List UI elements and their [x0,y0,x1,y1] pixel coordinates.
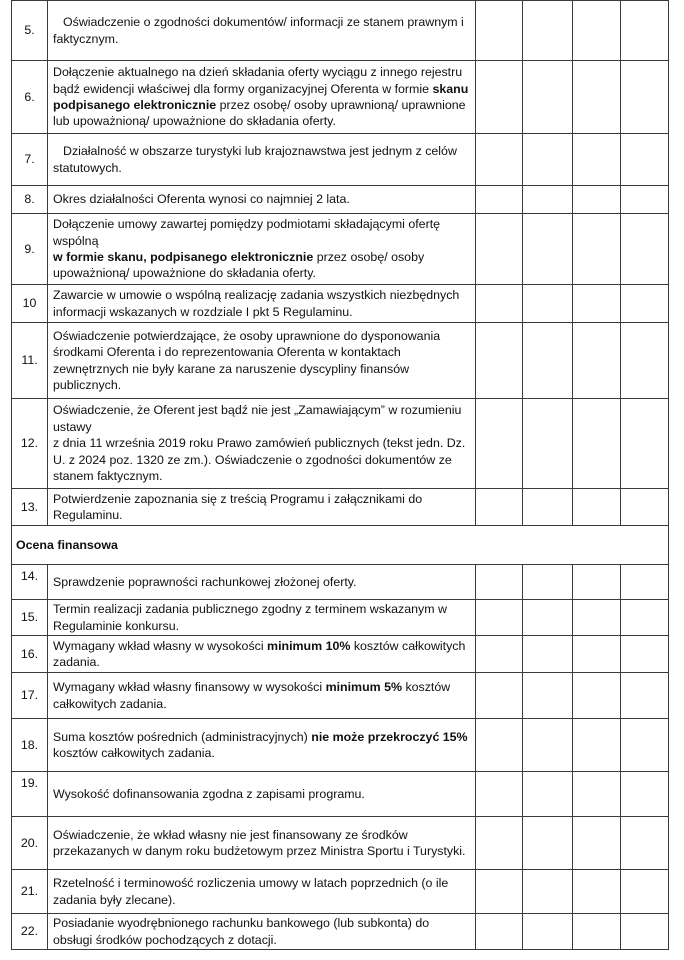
table-row [12,636,669,673]
assessment-cell[interactable] [573,1,621,61]
table-row [12,134,669,186]
evaluation-table [11,0,669,950]
assessment-cell[interactable] [621,214,669,285]
text-segment: Dołączenie aktualnego na dzień składania oferty wyciągu z innego rejestru bądź ewidencji właściwej dla formy organizacyjnej Oferenta w formie [53,65,463,96]
assessment-cell[interactable] [476,870,523,914]
text-segment: Wymagany wkład własny finansowy w wysokości [53,680,326,695]
table-row [12,817,669,870]
assessment-cell[interactable] [573,186,621,214]
row-criterion-text [48,870,476,914]
row-number: 9. [12,214,48,285]
assessment-cell[interactable] [621,636,669,673]
criterion-text [53,786,471,802]
assessment-cell[interactable] [523,914,573,950]
text-segment: Sprawdzenie poprawności rachunkowej złożonej oferty. [53,574,357,589]
criterion-text [53,216,471,282]
table-row [12,914,669,950]
text-segment: kosztów całkowitych zadania. [53,680,451,711]
assessment-cell[interactable] [621,719,669,772]
assessment-cell[interactable] [523,489,573,526]
row-number: 17. [12,673,48,719]
assessment-cell[interactable] [476,914,523,950]
criterion-text [53,827,471,860]
assessment-cell[interactable] [476,323,523,399]
assessment-cell[interactable] [621,772,669,817]
row-criterion-text [48,817,476,870]
table-row [12,772,669,817]
criterion-text [53,875,471,908]
criterion-text [53,287,471,320]
row-criterion-text [48,61,476,134]
assessment-cell[interactable] [523,134,573,186]
assessment-cell[interactable] [621,134,669,186]
assessment-cell[interactable] [476,719,523,772]
table-row [12,323,669,399]
row-criterion-text [48,186,476,214]
text-segment: Oświadczenie, że wkład własny nie jest finansowany ze środków przekazanych w danym roku budżetowym przez Ministra Sportu i Turystyki. [53,827,466,858]
assessment-cell[interactable] [476,636,523,673]
assessment-cell[interactable] [476,600,523,636]
assessment-cell[interactable] [476,186,523,214]
text-segment: Oświadczenie o zgodności dokumentów/ informacji ze stanem prawnym i faktycznym. [53,15,464,46]
assessment-cell[interactable] [621,399,669,489]
row-criterion-text [48,914,476,950]
assessment-cell[interactable] [621,61,669,134]
text-segment: przez osobę/ osoby uprawnioną/ uprawnione lub upoważnioną/ upoważnione do składania oferty. [53,98,466,129]
assessment-cell[interactable] [621,285,669,323]
assessment-cell[interactable] [476,61,523,134]
assessment-cell[interactable] [621,600,669,636]
assessment-cell[interactable] [621,673,669,719]
row-number: 5. [12,1,48,61]
assessment-cell[interactable] [573,914,621,950]
row-criterion-text [48,134,476,186]
text-segment: przez osobę/ osoby upoważnioną/ upoważnione do składania oferty. [53,250,425,281]
assessment-cell[interactable] [523,186,573,214]
text-segment: Rzetelność i terminowość rozliczenia umowy w latach poprzednich (o ile zadania były zlecane). [53,876,449,907]
assessment-cell[interactable] [476,565,523,600]
text-segment: Suma kosztów pośrednich (administracyjnych) [53,729,312,744]
assessment-cell[interactable] [573,323,621,399]
section-title: Ocena finansowa [12,526,669,565]
table-row [12,600,669,636]
assessment-cell[interactable] [621,323,669,399]
table-row [12,1,669,61]
assessment-cell[interactable] [573,600,621,636]
row-number: 14. [12,565,48,600]
assessment-cell[interactable] [476,214,523,285]
assessment-cell[interactable] [523,399,573,489]
criterion-text [53,14,471,47]
text-segment: Okres działalności Oferenta wynosi co najmniej 2 lata. [53,192,350,207]
row-number: 19. [12,772,48,817]
criterion-text [53,64,471,130]
assessment-cell[interactable] [523,323,573,399]
row-number: 13. [12,489,48,526]
row-criterion-text [48,565,476,600]
table-row [12,489,669,526]
text-segment: Wysokość dofinansowania zgodna z zapisami programu. [53,786,365,801]
assessment-cell[interactable] [523,719,573,772]
assessment-cell[interactable] [476,817,523,870]
row-criterion-text [48,772,476,817]
row-number: 10 [12,285,48,323]
row-number: 15. [12,600,48,636]
assessment-cell[interactable] [523,1,573,61]
row-number: 20. [12,817,48,870]
assessment-cell[interactable] [621,1,669,61]
assessment-cell[interactable] [523,61,573,134]
assessment-cell[interactable] [523,636,573,673]
text-segment: Działalność w obszarze turystyki lub krajoznawstwa jest jednym z celów statutowych. [53,144,457,175]
row-criterion-text [48,1,476,61]
bold-text: w formie skanu, podpisanego elektronicznie [53,250,314,264]
text-segment: Wymagany wkład własny w wysokości [53,638,268,653]
row-number: 16. [12,636,48,673]
assessment-cell[interactable] [621,565,669,600]
bold-text: nie może przekroczyć 15% [311,729,468,744]
text-segment: z dnia 11 września 2019 roku Prawo zamówień publicznych (tekst jedn. Dz. U. z 2024 poz. 1320 ze zm.). Oświadczenie o zgodności dokumentów ze stanem faktycznym. [53,436,466,484]
row-criterion-text [48,719,476,772]
criterion-text [53,729,471,762]
criterion-text [53,328,471,394]
table-row [12,214,669,285]
assessment-cell[interactable] [573,817,621,870]
section-row [12,526,669,565]
text-segment: kosztów całkowitych zadania. [53,746,215,760]
assessment-cell[interactable] [523,214,573,285]
row-number: 21. [12,870,48,914]
assessment-cell[interactable] [573,399,621,489]
row-criterion-text [48,636,476,673]
table-row [12,565,669,600]
assessment-cell[interactable] [523,870,573,914]
assessment-cell[interactable] [573,870,621,914]
row-criterion-text [48,489,476,526]
assessment-cell[interactable] [573,214,621,285]
bold-text: skanu podpisanego elektronicznie [53,81,469,112]
row-number: 12. [12,399,48,489]
text-segment: Potwierdzenie zapoznania się z treścią Programu i załącznikami do Regulaminu. [53,491,423,522]
text-segment: Posiadanie wyodrębnionego rachunku bankowego (lub subkonta) do obsługi środków pochodzących z dotacji. [53,916,430,947]
assessment-cell[interactable] [573,61,621,134]
row-number: 8. [12,186,48,214]
table-row [12,186,669,214]
criterion-text [53,191,471,207]
table-row [12,673,669,719]
assessment-cell[interactable] [573,134,621,186]
text-segment: Zawarcie w umowie o wspólną realizację zadania wszystkich niezbędnych informacji wskazanych w rozdziale I pkt 5 Regulaminu. [53,288,460,319]
assessment-cell[interactable] [621,489,669,526]
assessment-cell[interactable] [476,673,523,719]
assessment-cell[interactable] [476,285,523,323]
criterion-text [53,638,471,671]
criterion-text [53,601,471,634]
row-number: 18. [12,719,48,772]
assessment-cell[interactable] [573,772,621,817]
assessment-cell[interactable] [476,399,523,489]
criterion-text [53,679,471,712]
row-criterion-text [48,323,476,399]
assessment-cell[interactable] [573,565,621,600]
criterion-text [53,491,471,524]
assessment-cell[interactable] [476,489,523,526]
row-number: 22. [12,914,48,950]
criterion-text [53,915,471,948]
assessment-cell[interactable] [523,817,573,870]
table-row [12,399,669,489]
row-criterion-text [48,399,476,489]
row-number: 7. [12,134,48,186]
assessment-cell[interactable] [573,719,621,772]
row-criterion-text [48,673,476,719]
assessment-cell[interactable] [573,285,621,323]
table-row [12,285,669,323]
table-row [12,61,669,134]
text-segment: kosztów całkowitych zadania. [53,638,466,669]
assessment-cell[interactable] [476,134,523,186]
row-criterion-text [48,600,476,636]
assessment-cell[interactable] [621,817,669,870]
assessment-cell[interactable] [476,1,523,61]
assessment-cell[interactable] [621,914,669,950]
criterion-text [53,574,471,590]
assessment-cell[interactable] [621,870,669,914]
assessment-cell[interactable] [476,772,523,817]
assessment-cell[interactable] [573,673,621,719]
criterion-text [53,402,471,484]
text-segment: Termin realizacji zadania publicznego zgodny z terminem wskazanym w Regulaminie konkursu. [53,602,447,633]
criterion-text [53,143,471,176]
assessment-cell[interactable] [523,600,573,636]
row-number: 6. [12,61,48,134]
assessment-cell[interactable] [523,673,573,719]
table-row [12,719,669,772]
text-segment: Oświadczenie potwierdzające, że osoby uprawnione do dysponowania środkami Oferenta i do reprezentowania Oferenta w kontaktach zewnętrznych nie były karane za naruszenie dyscypliny finansów publicznych. [53,328,441,392]
bold-text: minimum 10% [267,638,351,653]
text-segment: Oświadczenie, że Oferent jest bądź nie jest „Zamawiającym” w rozumieniu ustawy [53,403,462,434]
assessment-cell[interactable] [573,489,621,526]
bold-text: minimum 5% [325,680,403,695]
row-criterion-text [48,214,476,285]
assessment-cell[interactable] [523,565,573,600]
assessment-cell[interactable] [523,772,573,817]
text-segment: Dołączenie umowy zawartej pomiędzy podmiotami składającymi ofertę wspólną [53,217,441,248]
assessment-cell[interactable] [621,186,669,214]
assessment-cell[interactable] [573,636,621,673]
table-row [12,870,669,914]
assessment-cell[interactable] [523,285,573,323]
row-number: 11. [12,323,48,399]
row-criterion-text [48,285,476,323]
